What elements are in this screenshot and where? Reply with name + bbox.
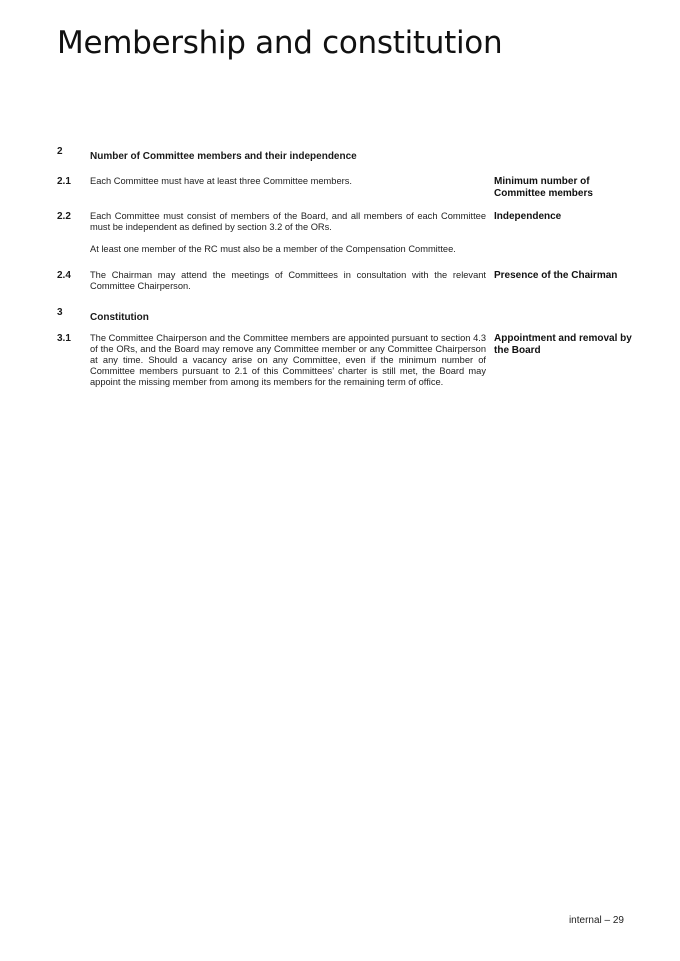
section-heading-2 (0, 146, 680, 176)
clause-paragraph: Each Committee must consist of members of the Board, and all members of each Committee must be independent as defined by section 3.2 of the ORs. (90, 211, 486, 232)
side-heading: Independence (494, 211, 562, 222)
clause-number: 2.2 (57, 211, 71, 222)
side-heading: Presence of the Chairman (494, 270, 618, 281)
clause-2-4 (0, 270, 680, 307)
clause-number: 2.4 (57, 270, 71, 281)
section-heading-text: Number of Committee members and their independence (90, 151, 357, 162)
section-number: 3 (57, 307, 63, 318)
section-number: 2 (57, 146, 63, 157)
clause-paragraph: The Chairman may attend the meetings of Committees in consultation with the relevant Committee Chairperson. (90, 270, 486, 291)
clause-number: 3.1 (57, 333, 71, 344)
clause-paragraph: Each Committee must have at least three Committee members. (90, 176, 352, 186)
clause-3-1 (0, 333, 680, 413)
side-heading: Appointment and removal by the Board (494, 333, 632, 356)
clause-paragraph: At least one member of the RC must also be a member of the Compensation Committee. (90, 244, 456, 254)
section-heading-text: Constitution (90, 312, 149, 323)
clause-paragraph: The Committee Chairperson and the Committee members are appointed pursuant to section 4.3 of the ORs, and the Board may remove any Committee member or any Committee Chairperson at any time. Should a vacancy arise on any Committee, even if the minimum number of Committee members pursuant to 2.1 of this Committees’ charter is still met, the Board may appoint the missing member from among its members for the remaining term of office. (90, 333, 486, 387)
clause-number: 2.1 (57, 176, 71, 187)
section-heading-3 (0, 307, 680, 333)
side-heading: Minimum number of Committee members (494, 176, 593, 199)
document-body (0, 146, 680, 413)
clause-2-2 (0, 211, 680, 270)
clause-2-1 (0, 176, 680, 211)
page-footer: internal – 29 (568, 915, 624, 926)
page-title: Membership and constitution (57, 25, 503, 61)
